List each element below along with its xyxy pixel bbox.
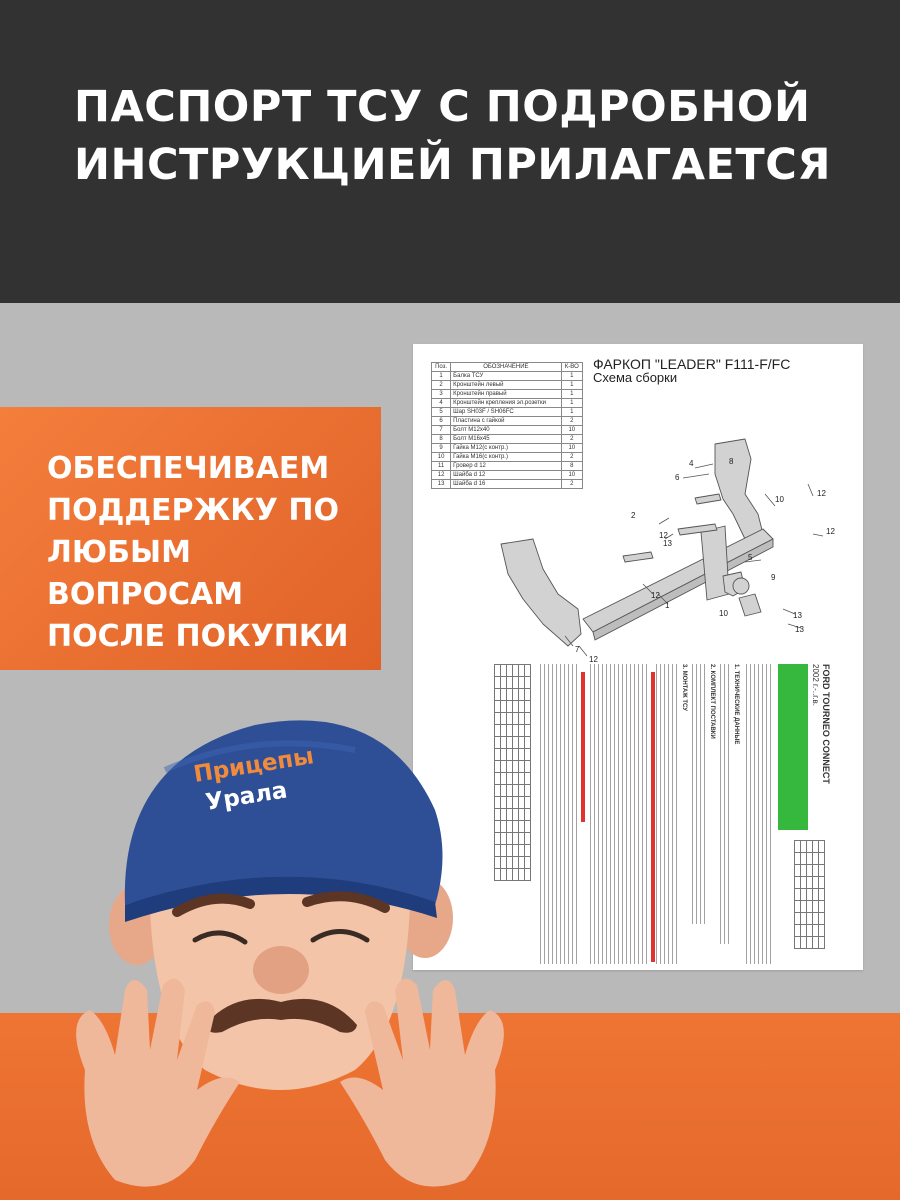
svg-text:9: 9 (771, 573, 776, 582)
svg-text:1: 1 (665, 601, 670, 610)
svg-text:10: 10 (775, 495, 784, 504)
section-heading: 2. КОМПЛЕКТ ПОСТАВКИ (709, 664, 715, 739)
table-header-row (432, 363, 583, 372)
text-block (537, 664, 577, 964)
table-cell: 1 (561, 381, 582, 390)
cap-logo-text: Прицепы (191, 743, 316, 788)
table-row (432, 372, 583, 381)
svg-text:8: 8 (729, 457, 734, 466)
table-cell: Балка ТСУ (451, 372, 561, 381)
svg-text:13: 13 (663, 539, 672, 548)
table-cell: Шайба d 12 (451, 471, 561, 480)
table-cell: Гровер d 12 (451, 462, 561, 471)
text-block (691, 664, 705, 924)
column-header: ОБОЗНАЧЕНИЕ (451, 363, 561, 372)
table-cell: Кронштейн правый (451, 390, 561, 399)
text-block (719, 664, 729, 944)
table-cell: Шайба d 16 (451, 480, 561, 489)
towbar-assembly-drawing (483, 384, 863, 664)
svg-text:12: 12 (659, 531, 668, 540)
svg-text:13: 13 (795, 625, 804, 634)
document-subtitle: Схема сборки (593, 370, 678, 385)
table-cell: 1 (561, 372, 582, 381)
table-cell: 8 (561, 462, 582, 471)
table-cell: Кронштейн левый (451, 381, 561, 390)
svg-text:2: 2 (631, 511, 636, 520)
table-cell: 1 (561, 399, 582, 408)
table-cell: 2 (561, 453, 582, 462)
svg-text:10: 10 (719, 609, 728, 618)
section-heading: 3. МОНТАЖ ТСУ (681, 664, 687, 712)
table-cell: 2 (561, 417, 582, 426)
table-cell: 2 (432, 381, 451, 390)
table-cell: Болт M16x45 (451, 435, 561, 444)
table-cell: Гайка M16(с контр.) (451, 453, 561, 462)
svg-text:12: 12 (826, 527, 835, 536)
table-cell: 5 (432, 408, 451, 417)
svg-text:6: 6 (675, 473, 680, 482)
table-cell: 1 (432, 372, 451, 381)
text-block (587, 664, 647, 964)
column-header: Поз. (432, 363, 451, 372)
table-cell: Пластина с гайкой (451, 417, 561, 426)
table-cell: 13 (432, 480, 451, 489)
warning-highlight (581, 672, 585, 822)
support-line: ВОПРОСАМ (47, 577, 244, 612)
vehicle-model: FORD TOURNEO CONNECT (821, 664, 831, 784)
table-cell: 8 (432, 435, 451, 444)
table-cell: 9 (432, 444, 451, 453)
svg-text:5: 5 (748, 553, 753, 562)
support-line: ПОДДЕРЖКУ ПО (47, 493, 339, 528)
warning-highlight (651, 672, 655, 962)
table-cell: Шар SH03F / SH06FC (451, 408, 561, 417)
table-cell: 2 (561, 480, 582, 489)
table-cell: 12 (432, 471, 451, 480)
page-headline (74, 78, 874, 194)
svg-text:12: 12 (589, 655, 598, 664)
headline-line-1: ПАСПОРТ ТСУ С ПОДРОБНОЙ (74, 82, 811, 132)
support-message (47, 448, 377, 658)
spec-table (794, 840, 825, 949)
table-cell: 7 (432, 426, 451, 435)
highlight-block (778, 664, 808, 830)
table-cell: 10 (432, 453, 451, 462)
mascot-illustration (55, 690, 525, 1200)
table-cell: 6 (432, 417, 451, 426)
svg-text:4: 4 (689, 459, 694, 468)
table-cell: 1 (561, 408, 582, 417)
text-block (655, 664, 677, 964)
table-cell: 10 (561, 426, 582, 435)
cap-logo-text: Урала (203, 777, 290, 816)
table-cell: 1 (561, 390, 582, 399)
support-line: ЛЮБЫМ (47, 535, 191, 570)
table-cell: 10 (561, 444, 582, 453)
svg-text:7: 7 (575, 645, 580, 654)
text-block (743, 664, 771, 964)
column-header: К-ВО (561, 363, 582, 372)
table-cell: 4 (432, 399, 451, 408)
table-cell: 3 (432, 390, 451, 399)
support-line: ОБЕСПЕЧИВАЕМ (47, 451, 330, 486)
svg-text:13: 13 (793, 611, 802, 620)
section-heading: 1. ТЕХНИЧЕСКИЕ ДАННЫЕ (733, 664, 739, 745)
table-cell: Кронштейн крепления эл.розетки (451, 399, 561, 408)
table-cell: 10 (561, 471, 582, 480)
vehicle-year: 2002 г.-..г.в. (811, 664, 820, 706)
svg-text:12: 12 (817, 489, 826, 498)
table-cell: Гайка M12(с контр.) (451, 444, 561, 453)
table-cell: 2 (561, 435, 582, 444)
headline-line-2: ИНСТРУКЦИЕЙ ПРИЛАГАЕТСЯ (74, 140, 831, 190)
document-title: ФАРКОП "LEADER" F111-F/FC (593, 356, 791, 372)
support-line: ПОСЛЕ ПОКУПКИ (47, 619, 349, 654)
svg-text:12: 12 (651, 591, 660, 600)
table-cell: 11 (432, 462, 451, 471)
table-cell: Болт M12x40 (451, 426, 561, 435)
